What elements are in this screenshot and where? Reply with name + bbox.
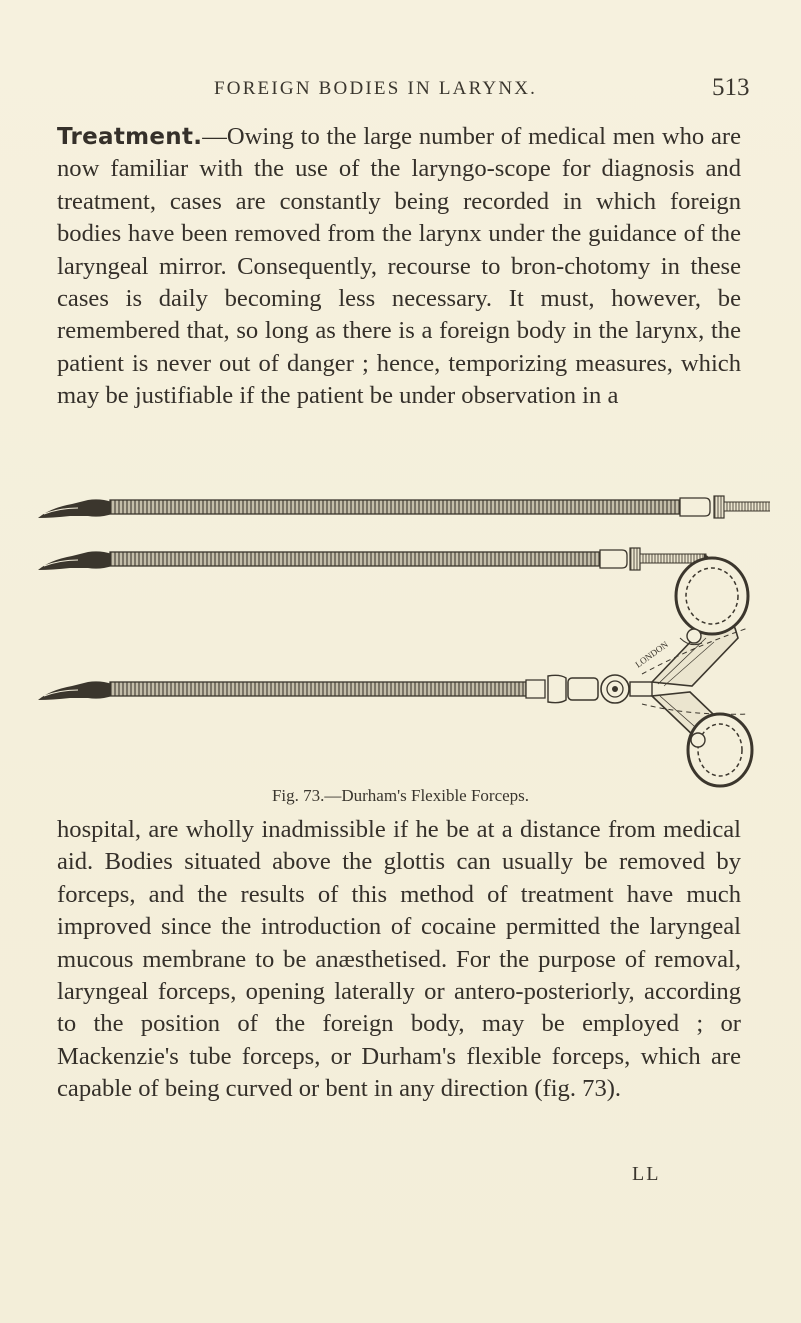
paragraph-treatment	[57, 121, 741, 413]
running-head	[0, 74, 801, 110]
engraved-maker-text: LONDON	[633, 639, 670, 670]
forceps-straight-long	[38, 496, 770, 518]
forceps-illustration	[30, 478, 770, 798]
signature-mark: LL	[632, 1163, 661, 1185]
forceps-straight-medium	[38, 548, 709, 570]
running-title: FOREIGN BODIES IN LARYNX.	[214, 78, 538, 99]
page-number: 513	[712, 74, 750, 101]
forceps-figure	[30, 478, 770, 808]
figure-caption: Fig. 73.—Durham's Flexible Forceps.	[271, 786, 530, 805]
paragraph-1-text: —Owing to the large number of medical men who are now familiar with the use of the laryngo-scope for diagnosis and treatment, cases are constantly being recorded in which foreign bodies have been removed from the larynx under the guidance of the laryngeal mirror. Consequently, recourse to bron-chotomy in these cases is daily becoming less necessary. It must, however, be remembered that, so long as there is a foreign body in the larynx, the patient is never out of danger ; hence, temporizing measures, which may be justifiable if the patient be under observation in a	[57, 123, 741, 410]
section-lead: Treatment.	[57, 124, 203, 150]
paragraph-continuation: hospital, are wholly inadmissible if he be at a distance from medical aid. Bodies situated above the glottis can usually be removed by forceps, and the results of this method of treatment have much improved since the introduction of cocaine permitted the laryngeal mucous membrane to be anæsthetised. For the purpose of removal, laryngeal forceps, opening laterally or antero-posteriorly, according to the position of the foreign body, may be employed ; or Mackenzie's tube forceps, or Durham's flexible forceps, which are capable of being curved or bent in any direction (fig. 73).	[57, 816, 741, 1103]
forceps-with-handle	[38, 558, 752, 786]
